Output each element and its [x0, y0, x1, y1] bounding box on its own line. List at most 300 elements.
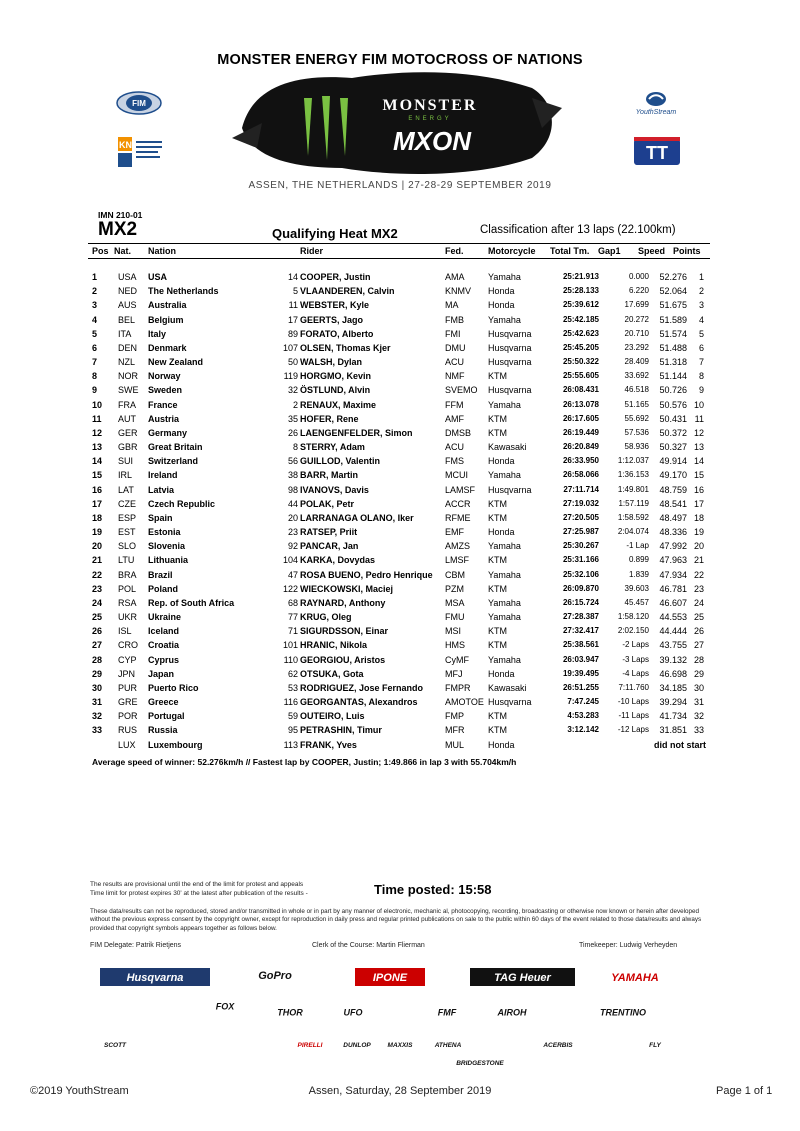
- cell-total: 27:20.505: [562, 512, 599, 522]
- cell-moto: KTM: [488, 725, 507, 736]
- event-subtitle: ASSEN, THE NETHERLANDS | 27-28-29 SEPTEMBER 2019: [248, 180, 552, 191]
- cell-points: 9: [698, 385, 704, 396]
- col-nat: Nat.: [114, 246, 132, 256]
- cell-total: 27:19.032: [562, 498, 599, 508]
- cell-pos: 5: [92, 328, 98, 339]
- cell-num: 5: [292, 286, 298, 297]
- cell-gap: 33.692: [624, 371, 649, 381]
- cell-speed: 39.294: [659, 697, 687, 708]
- cell-fed: MA: [445, 300, 459, 311]
- cell-nation: Spain: [148, 512, 173, 523]
- table-row: [88, 711, 710, 725]
- cell-nat: AUT: [118, 413, 136, 424]
- cell-num: 122: [282, 583, 298, 594]
- cell-total: 25:32.106: [562, 569, 599, 579]
- cell-nat: CZE: [118, 498, 136, 509]
- cell-rider: WEBSTER, Kyle: [300, 300, 370, 311]
- cell-num: 50: [287, 357, 298, 368]
- cell-moto: Honda: [488, 286, 515, 297]
- cell-pos: 13: [92, 442, 103, 453]
- cell-pos: 8: [92, 371, 98, 382]
- cell-num: 35: [287, 413, 298, 424]
- cell-total: 26:15.724: [562, 597, 599, 607]
- cell-num: 62: [287, 668, 298, 679]
- cell-nation: Australia: [148, 300, 187, 311]
- cell-total: 26:03.947: [562, 654, 599, 664]
- cell-rider: RODRIGUEZ, Jose Fernando: [300, 682, 424, 693]
- cell-points: 11: [694, 413, 704, 424]
- cell-nat: LAT: [118, 484, 134, 495]
- cell-nation: Cyprus: [148, 654, 180, 665]
- cell-speed: 31.851: [659, 725, 687, 736]
- cell-rider: OLSEN, Thomas Kjer: [300, 342, 391, 353]
- cell-num: 71: [287, 626, 298, 637]
- cell-pos: 4: [92, 314, 98, 325]
- cell-total: 25:21.913: [562, 272, 599, 281]
- table-row: [88, 612, 710, 626]
- cell-moto: Yamaha: [488, 569, 521, 580]
- cell-pos: 7: [92, 357, 98, 368]
- cell-speed: 46.781: [659, 583, 687, 594]
- tt-logo-text: TT: [646, 143, 668, 163]
- cell-points: 15: [693, 470, 704, 481]
- table-row: [88, 669, 710, 683]
- table-row: [88, 584, 710, 598]
- cell-rider: IVANOVS, Davis: [300, 484, 369, 495]
- cell-fed: CBM: [445, 569, 465, 580]
- cell-rider: ÖSTLUND, Alvin: [300, 385, 371, 396]
- cell-fed: KNMV: [445, 286, 472, 297]
- cell-moto: KTM: [488, 371, 507, 382]
- cell-rider: RATSEP, Priit: [300, 527, 358, 538]
- cell-num: 47: [287, 569, 298, 580]
- sponsor-logo: FLY: [649, 1042, 661, 1050]
- cell-nation: Belgium: [148, 314, 184, 325]
- cell-gap: -10 Laps: [617, 697, 649, 707]
- cell-nat: LUX: [118, 739, 136, 750]
- cell-points: 24: [693, 597, 704, 608]
- cell-fed: CyMF: [445, 654, 469, 665]
- cell-num: 68: [287, 597, 298, 608]
- cell-moto: KTM: [488, 512, 507, 523]
- cell-gap: 1:12.037: [617, 456, 649, 466]
- cell-rider: OTSUKA, Gota: [300, 668, 364, 679]
- cell-moto: Yamaha: [488, 654, 521, 665]
- cell-nation: Russia: [148, 725, 178, 736]
- cell-speed: 48.759: [659, 484, 687, 495]
- cell-points: 13: [693, 442, 704, 453]
- cell-num: 53: [287, 682, 298, 693]
- cell-rider: FORATO, Alberto: [300, 328, 374, 339]
- cell-moto: Yamaha: [488, 314, 521, 325]
- cell-nat: SLO: [118, 541, 137, 552]
- table-row: [88, 428, 710, 442]
- sponsor-logo: IPONE: [372, 971, 408, 984]
- cell-speed: 46.698: [659, 668, 687, 679]
- cell-points: 20: [693, 541, 704, 552]
- cell-total: 25:55.605: [562, 371, 599, 381]
- cell-moto: Honda: [488, 739, 515, 750]
- cell-gap: 1:57.119: [618, 498, 649, 508]
- table-row: [88, 357, 710, 371]
- sponsor-logo: PIRELLI: [297, 1042, 323, 1050]
- cell-rider: LAENGENFELDER, Simon: [300, 427, 413, 438]
- cell-num: 101: [282, 640, 298, 651]
- cell-total: 26:19.449: [562, 427, 599, 437]
- cell-speed: 48.541: [659, 498, 687, 509]
- cell-gap: -2 Laps: [622, 640, 649, 650]
- cell-points: 6: [698, 342, 704, 353]
- cell-nation: Estonia: [148, 527, 181, 538]
- sponsor-logo: ATHENA: [434, 1042, 462, 1050]
- cell-gap: 58.936: [624, 442, 649, 452]
- col-fed: Fed.: [445, 246, 464, 256]
- col-nation: Nation: [148, 246, 176, 256]
- sponsor-logo: Husqvarna: [126, 971, 184, 984]
- cell-num: 44: [287, 498, 298, 509]
- cell-pos: 24: [92, 597, 103, 608]
- cell-points: 22: [693, 569, 704, 580]
- cell-nation: Lithuania: [148, 555, 188, 566]
- cell-points: 3: [698, 300, 704, 311]
- cell-points: 5: [698, 328, 704, 339]
- cell-rider: PETRASHIN, Timur: [300, 725, 382, 736]
- cell-num: 20: [287, 512, 298, 523]
- footer-copyright: ©2019 YouthStream: [30, 1085, 129, 1097]
- cell-points: 16: [693, 484, 704, 495]
- cell-nat: GRE: [118, 697, 138, 708]
- cell-num: 8: [292, 442, 298, 453]
- classification-label: Classification after 13 laps (22.100km): [480, 224, 676, 236]
- cell-rider: LARRANAGA OLANO, Iker: [300, 512, 414, 523]
- cell-nat: NOR: [118, 371, 138, 382]
- cell-nat: GBR: [118, 442, 138, 453]
- cell-nation: Germany: [148, 427, 188, 438]
- cell-gap: 6.220: [628, 286, 649, 296]
- cell-nation: Sweden: [148, 385, 183, 396]
- time-posted: Time posted: 15:58: [374, 882, 492, 897]
- cell-total: 27:28.387: [562, 612, 599, 622]
- cell-fed: AMF: [445, 413, 464, 424]
- cell-fed: FFM: [445, 399, 464, 410]
- cell-rider: HORGMO, Kevin: [300, 371, 372, 382]
- cell-speed: 47.992: [659, 541, 687, 552]
- cell-total: 25:42.185: [562, 314, 599, 324]
- cell-pos: 25: [92, 612, 103, 623]
- cell-nat: ISL: [118, 626, 132, 637]
- cell-moto: Husqvarna: [488, 484, 532, 495]
- table-header: [88, 243, 710, 259]
- cell-rider: VLAANDEREN, Calvin: [300, 286, 395, 297]
- cell-total: 27:32.417: [562, 626, 599, 636]
- cell-speed: 51.574: [659, 328, 687, 339]
- table-row: [88, 286, 710, 300]
- cell-fed: EMF: [445, 527, 464, 538]
- cell-nat: ESP: [118, 512, 137, 523]
- cell-pos: 2: [92, 286, 98, 297]
- cell-fed: SVEMO: [445, 385, 478, 396]
- cell-nat: SWE: [118, 385, 139, 396]
- cell-rider: GEERTS, Jago: [300, 314, 364, 325]
- cell-fed: LMSF: [445, 555, 470, 566]
- col-points: Points: [673, 246, 701, 256]
- cell-gap: 55.692: [624, 413, 649, 423]
- cell-points: 2: [698, 286, 704, 297]
- cell-nat: USA: [118, 272, 137, 282]
- cell-points: 30: [693, 682, 704, 693]
- cell-pos: 9: [92, 385, 98, 396]
- cell-fed: PZM: [445, 583, 464, 594]
- cell-gap: 7:11.760: [618, 682, 649, 692]
- sponsor-logo: ACERBIS: [543, 1042, 573, 1050]
- cell-pos: 15: [92, 470, 103, 481]
- cell-num: 23: [287, 527, 298, 538]
- cell-fed: AMA: [445, 272, 465, 282]
- cell-total: 27:25.987: [562, 527, 599, 537]
- cell-fed: FMI: [445, 328, 461, 339]
- table-row: [88, 343, 710, 357]
- cell-fed: FMPR: [445, 682, 471, 693]
- clerk-of-course: Clerk of the Course: Martin Flierman: [312, 942, 425, 949]
- table-row: [88, 527, 710, 541]
- cell-moto: Kawasaki: [488, 442, 527, 453]
- cell-moto: Yamaha: [488, 399, 521, 410]
- footer-place-date: Assen, Saturday, 28 September 2019: [308, 1085, 492, 1097]
- sponsor-logo: SCOTT: [103, 1042, 127, 1050]
- cell-points: 27: [693, 640, 704, 651]
- cell-nat: JPN: [118, 668, 136, 679]
- cell-nat: LTU: [118, 555, 135, 566]
- cell-gap: 1:58.592: [617, 512, 649, 522]
- cell-nation: Ireland: [148, 470, 178, 481]
- youthstream-logo: [627, 91, 685, 117]
- cell-nation: Austria: [148, 413, 180, 424]
- cell-total: 25:39.612: [562, 300, 599, 310]
- cell-points: 25: [693, 612, 704, 623]
- table-row: [88, 315, 710, 329]
- cell-points: 31: [693, 697, 704, 708]
- cell-nat: BEL: [118, 314, 136, 325]
- cell-moto: KTM: [488, 583, 507, 594]
- cell-points: 32: [693, 711, 704, 722]
- cell-total: 25:28.133: [562, 286, 599, 296]
- cell-nation: Iceland: [148, 626, 180, 637]
- cell-nation: Japan: [148, 668, 175, 679]
- cell-num: 14: [287, 272, 298, 282]
- cell-moto: KTM: [488, 427, 507, 438]
- cell-pos: 26: [92, 626, 103, 637]
- cell-points: 4: [698, 314, 704, 325]
- cell-pos: 11: [92, 413, 102, 424]
- cell-points: 33: [693, 725, 704, 736]
- cell-nation: Switzerland: [148, 456, 199, 467]
- cell-num: 95: [287, 725, 298, 736]
- cell-num: 113: [283, 739, 298, 750]
- cell-gap: 28.409: [624, 357, 649, 367]
- cell-fed: FMP: [445, 711, 464, 722]
- cell-nat: RSA: [118, 597, 137, 608]
- table-row: [88, 300, 710, 314]
- sponsor-logo: FMF: [437, 1007, 457, 1018]
- cell-rider: RENAUX, Maxime: [300, 399, 377, 410]
- cell-total: 26:13.078: [562, 399, 599, 409]
- cell-nation: Latvia: [148, 484, 175, 495]
- timekeeper: Timekeeper: Ludwig Verheyden: [579, 942, 678, 949]
- cell-rider: PANCAR, Jan: [300, 541, 359, 552]
- cell-nation: Norway: [148, 371, 181, 382]
- cell-gap: -11 Laps: [618, 711, 649, 721]
- cell-pos: 31: [92, 697, 103, 708]
- cell-speed: 51.488: [659, 342, 687, 353]
- cell-points: 21: [693, 555, 704, 566]
- cell-moto: Husqvarna: [488, 385, 532, 396]
- cell-nation: Puerto Rico: [148, 682, 199, 693]
- mxon-text: MXON: [393, 126, 471, 156]
- cell-nation: Slovenia: [148, 541, 186, 552]
- cell-total: 25:50.322: [562, 357, 599, 367]
- cell-pos: 21: [92, 555, 103, 566]
- cell-fed: ACCR: [445, 498, 471, 509]
- cell-nation: Rep. of South Africa: [148, 597, 235, 608]
- cell-rider: COOPER, Justin: [300, 272, 371, 282]
- cell-total: 25:30.267: [562, 541, 599, 551]
- cell-gap: 1:49.801: [617, 484, 649, 494]
- knmv-logo-text: KN: [119, 140, 132, 150]
- fim-logo-text: FIM: [132, 99, 146, 108]
- provisional-line-2: Time limit for protest expires 30' at the latest after publication of the results -: [90, 890, 308, 897]
- cell-rider: SIGURDSSON, Einar: [300, 626, 389, 637]
- sponsor-banner: [100, 958, 700, 1073]
- cell-nation: Ukraine: [148, 612, 182, 623]
- cell-pos: 30: [92, 682, 103, 693]
- cell-fed: AMOTOE: [445, 697, 484, 708]
- cell-fed: ACU: [445, 357, 465, 368]
- cell-moto: KTM: [488, 413, 507, 424]
- energy-text: ENERGY: [408, 116, 452, 122]
- cell-gap: 20.710: [624, 328, 649, 338]
- cell-gap: -1 Lap: [626, 541, 649, 551]
- cell-pos: 10: [92, 399, 103, 410]
- table-row: [88, 683, 710, 697]
- cell-num: 119: [283, 371, 298, 382]
- cell-gap: -3 Laps: [622, 654, 649, 664]
- cell-pos: 28: [92, 654, 103, 665]
- cell-status: did not start: [654, 739, 706, 750]
- cell-fed: RFME: [445, 512, 471, 523]
- cell-gap: 1:58.120: [617, 612, 649, 622]
- table-row: [88, 485, 710, 499]
- cell-fed: MSA: [445, 597, 465, 608]
- cell-speed: 50.372: [659, 427, 687, 438]
- cell-num: 89: [287, 328, 298, 339]
- cell-speed: 44.444: [659, 626, 687, 637]
- cell-fed: FMU: [445, 612, 465, 623]
- cell-gap: 39.603: [624, 583, 649, 593]
- cell-points: 29: [693, 668, 704, 679]
- cell-total: 26:51.255: [562, 682, 599, 692]
- cell-speed: 47.963: [659, 555, 687, 566]
- cell-pos: 16: [92, 484, 103, 495]
- col-motorcycle: Motorcycle: [488, 246, 536, 256]
- cell-nation: Brazil: [148, 569, 173, 580]
- cell-gap: 23.292: [624, 342, 649, 352]
- cell-fed: DMU: [445, 342, 466, 353]
- fim-delegate: FIM Delegate: Patrik Rietjens: [90, 942, 182, 949]
- table-row: [88, 371, 710, 385]
- cell-pos: 29: [92, 668, 103, 679]
- cell-points: 10: [693, 399, 704, 410]
- table-row: [88, 442, 710, 456]
- cell-rider: GEORGIOU, Aristos: [300, 654, 386, 665]
- cell-pos: 1: [92, 272, 98, 282]
- cell-nat: SUI: [118, 456, 134, 467]
- cell-pos: 27: [92, 640, 103, 651]
- sponsor-logo: TRENTINO: [600, 1007, 646, 1018]
- cell-fed: FMS: [445, 456, 464, 467]
- fim-logo: [116, 90, 162, 116]
- table-row-dns: [88, 740, 710, 754]
- cell-fed: AMZS: [445, 541, 471, 552]
- cell-speed: 52.276: [659, 272, 687, 282]
- tt-assen-logo: [632, 135, 682, 167]
- class-label: MX2: [98, 219, 138, 240]
- cell-speed: 50.726: [659, 385, 687, 396]
- cell-nat: AUS: [118, 300, 137, 311]
- cell-moto: KTM: [488, 555, 507, 566]
- cell-nation: Italy: [148, 328, 167, 339]
- cell-nat: FRA: [118, 399, 136, 410]
- cell-num: 56: [287, 456, 298, 467]
- cell-points: 14: [693, 456, 704, 467]
- cell-total: 26:20.849: [562, 442, 599, 452]
- cell-fed: FMB: [445, 314, 464, 325]
- cell-speed: 51.675: [659, 300, 687, 311]
- col-speed: Speed: [638, 246, 666, 256]
- cell-speed: 50.576: [659, 399, 687, 410]
- cell-total: 19:39.495: [562, 668, 599, 678]
- cell-nat: GER: [118, 427, 138, 438]
- cell-gap: 20.272: [624, 314, 649, 324]
- cell-pos: 18: [92, 512, 103, 523]
- table-row: [88, 655, 710, 669]
- cell-rider: ROSA BUENO, Pedro Henrique: [300, 569, 433, 580]
- cell-nat: NZL: [118, 357, 136, 368]
- mxon-monster-logo: [232, 68, 562, 178]
- cell-fed: MFR: [445, 725, 465, 736]
- cell-moto: Honda: [488, 300, 515, 311]
- copyright-disclaimer: These data/results can not be reproduced, stored and/or transmitted in whole or in part by any manner of electronic, mechanic al, photocopying, recording, broadcasting or otherwise now known or herein after developed without the previous express consent by the copyright owner, except for reproduction in daily press and regular printed publications on sale to the public within 60 days of the event related to those data/results and always provided that copyright symbols appears together as follows below.: [90, 908, 702, 932]
- cell-nation: Greece: [148, 697, 179, 708]
- cell-speed: 43.755: [659, 640, 687, 651]
- cell-total: 25:45.205: [562, 342, 599, 352]
- cell-points: 26: [693, 626, 704, 637]
- cell-nation: France: [148, 399, 178, 410]
- cell-nat: CYP: [118, 654, 137, 665]
- cell-speed: 51.144: [659, 371, 687, 382]
- cell-total: 25:31.166: [562, 555, 599, 565]
- cell-rider: HOFER, Rene: [300, 413, 359, 424]
- cell-points: 17: [693, 498, 704, 509]
- cell-num: 98: [287, 484, 298, 495]
- knmv-logo: [118, 137, 164, 173]
- cell-nat: POR: [118, 711, 138, 722]
- cell-moto: Husqvarna: [488, 342, 532, 353]
- cell-points: 28: [693, 654, 704, 665]
- sponsor-logo: MAXXIS: [387, 1042, 413, 1050]
- cell-gap: 17.699: [624, 300, 649, 310]
- col-total: Total Tm.: [550, 246, 590, 256]
- table-row: [88, 725, 710, 739]
